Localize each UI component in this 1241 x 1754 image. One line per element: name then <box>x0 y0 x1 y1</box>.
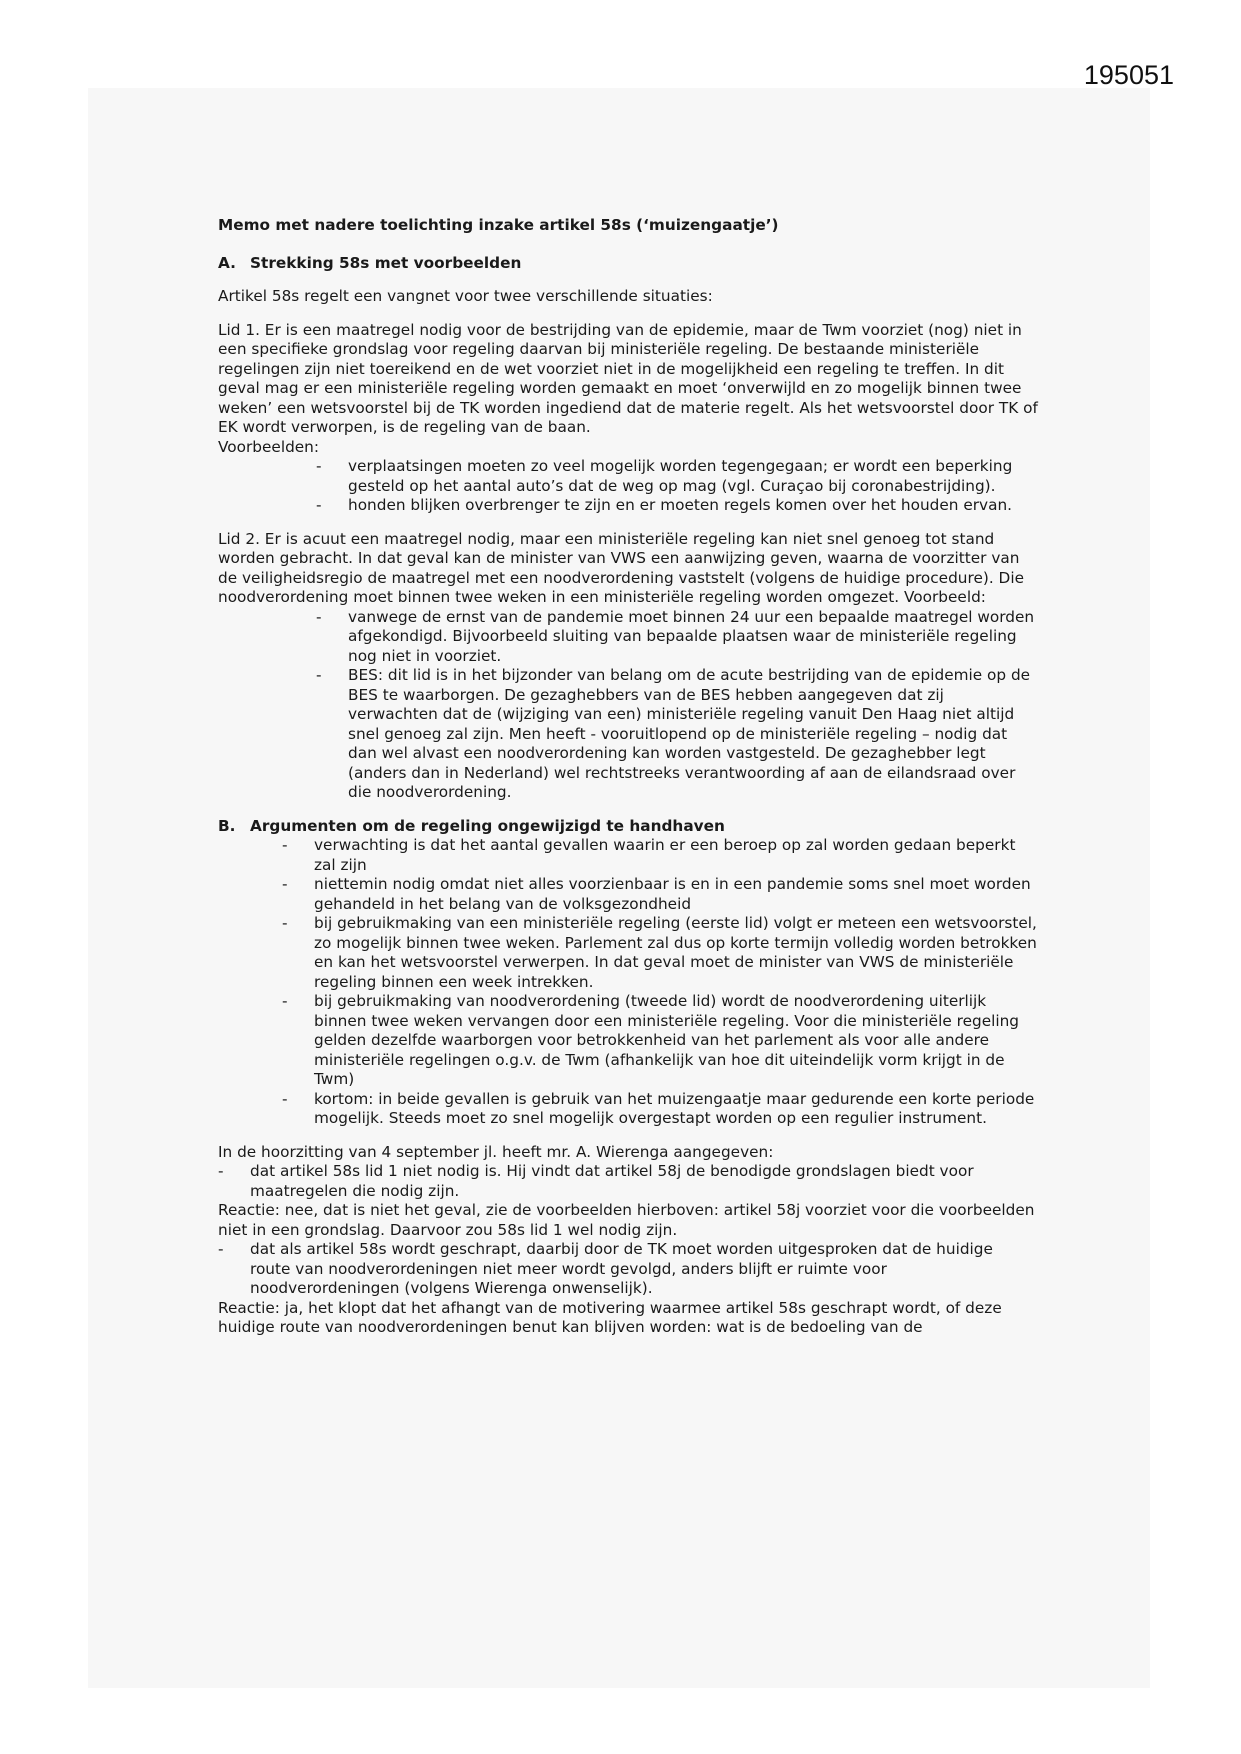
list-item <box>282 875 1038 914</box>
memo-title: Memo met nadere toelichting inzake artikel 58s (‘muizengaatje’) <box>218 216 779 234</box>
spacer <box>218 1129 1038 1143</box>
list-item <box>282 914 1038 992</box>
hearing-intro: In de hoorzitting van 4 september jl. heeft mr. A. Wierenga aangegeven: <box>218 1142 774 1161</box>
dash-bullet: - <box>282 875 288 893</box>
list-item-text: BES: dit lid is in het bijzonder van belang om de acute bestrijding van de epidemie op de BES te waarborgen. De gezaghebbers van de BES hebben aangegeven dat zij verwachten dat de (wijziging van een) ministeriële regeling vanuit Den Haag niet altijd snel genoeg zal zijn. Men heeft - vooruitlopend op de ministeriële regeling – nodig dat dan wel alvast een noodverordening kan worden vastgesteld. De gezaghebber legt (anders dan in Nederland) wel rechtstreeks verantwoording af aan de eilandsraad over die noodverordening. <box>348 666 1031 801</box>
list-item <box>218 1162 1038 1201</box>
dash-bullet: - <box>316 607 322 626</box>
section-a-intro: Artikel 58s regelt een vangnet voor twee verschillende situaties: <box>218 287 713 305</box>
list-item-text: bij gebruikmaking van een ministeriële regeling (eerste lid) volgt er meteen een wetsvoorstel, zo mogelijk binnen twee weken. Parlement zal dus op korte termijn volledig worden betrokken en kan het wetsvoorstel verwerpen. In dat geval moet de minister van VWS de ministeriële regeling binnen een week intrekken. <box>314 914 1037 991</box>
list-item-text: dat als artikel 58s wordt geschrapt, daarbij door de TK moet worden uitgesproken dat de huidige route van noodverordeningen niet meer wordt gevolgd, anders blijft er ruimte voor noodverordeningen (volgens Wierenga onwenselijk). <box>250 1240 993 1297</box>
dash-bullet: - <box>282 914 288 932</box>
lid2-paragraph: Lid 2. Er is acuut een maatregel nodig, maar een ministeriële regeling kan niet snel genoeg tot stand worden gebracht. In dat geval kan de minister van VWS een aanwijzing geven, waarna de voorzitter van de veiligheidsregio de maatregel met een noodverordening vaststelt (volgens de huidige procedure). Die noodverordening moet binnen twee weken in een ministeriële regeling worden omgezet. Voorbeeld: <box>218 529 1024 606</box>
list-item <box>282 1090 1038 1129</box>
memo-body <box>218 216 1038 1338</box>
list-item <box>282 992 1038 1090</box>
hearing-point-2 <box>218 1240 1038 1299</box>
section-b-letter: B. <box>218 816 236 835</box>
lid2-examples-list <box>218 608 1038 803</box>
lid1-paragraph: Lid 1. Er is een maatregel nodig voor de bestrijding van de epidemie, maar de Twm voorziet (nog) niet in een specifieke grondslag voor regeling daarvan bij ministeriële regeling. De bestaande ministeriële regelingen zijn niet toereikend en de wet voorziet niet in de mogelijkheid een regeling te treffen. In dit geval mag er een ministeriële regeling worden gemaakt en moet ‘onverwijld en zo mogelijk binnen twee weken’ een wetsvoorstel bij de TK worden ingediend dat de materie regelt. Als het wetsvoorstel door TK of EK wordt verworpen, is de regeling van de baan. <box>218 320 1038 436</box>
list-item <box>316 608 1038 667</box>
list-item <box>316 457 1038 496</box>
list-item <box>316 666 1038 803</box>
spacer <box>218 516 1038 530</box>
dash-bullet: - <box>282 836 288 854</box>
list-item-text: honden blijken overbrenger te zijn en er moeten regels komen over het houden ervan. <box>348 496 1013 514</box>
list-item-text: bij gebruikmaking van noodverordening (tweede lid) wordt de noodverordening uiterlijk binnen twee weken vervangen door een ministeriële regeling. Voor die ministeriële regeling gelden dezelfde waarborgen voor betrokkenheid van het parlement als voor alle andere ministeriële regelingen o.g.v. de Twm (afhankelijk van hoe dit uiteindelijk vorm krijgt in de Twm) <box>314 992 1020 1088</box>
dash-bullet: - <box>282 1089 288 1108</box>
list-item <box>218 1240 1038 1299</box>
document-number: 195051 <box>1083 60 1174 90</box>
list-item <box>282 836 1038 875</box>
dash-bullet: - <box>316 496 322 514</box>
section-b-heading <box>218 817 1038 837</box>
section-a-heading <box>218 254 1038 274</box>
list-item-text: verplaatsingen moeten zo veel mogelijk worden tegengegaan; er wordt een beperking gesteld op het aantal auto’s dat de weg op mag (vgl. Curaçao bij coronabestrijding). <box>348 457 1013 495</box>
hearing-reaction-2: Reactie: ja, het klopt dat het afhangt van de motivering waarmee artikel 58s geschrapt wordt, of deze huidige route van noodverordeningen benut kan blijven worden: wat is de bedoeling van de <box>218 1298 1002 1336</box>
list-item-text: dat artikel 58s lid 1 niet nodig is. Hij vindt dat artikel 58j de benodigde grondslagen biedt voor maatregelen die nodig zijn. <box>250 1162 974 1200</box>
dash-bullet: - <box>218 1240 224 1258</box>
dash-bullet: - <box>316 666 322 684</box>
dash-bullet: - <box>316 457 322 475</box>
list-item-text: vanwege de ernst van de pandemie moet binnen 24 uur een bepaalde maatregel worden afgekondigd. Bijvoorbeeld sluiting van bepaalde plaatsen waar de ministeriële regeling nog niet in voorziet. <box>348 607 1035 665</box>
list-item-text: kortom: in beide gevallen is gebruik van het muizengaatje maar gedurende een korte periode mogelijk. Steeds moet zo snel mogelijk overgestapt worden op een regulier instrument. <box>314 1089 1035 1127</box>
hearing-point-1 <box>218 1162 1038 1201</box>
spacer <box>218 803 1038 817</box>
lid1-examples-list <box>218 457 1038 516</box>
dash-bullet: - <box>218 1162 224 1180</box>
hearing-reaction-1: Reactie: nee, dat is niet het geval, zie de voorbeelden hierboven: artikel 58j voorziet voor die voorbeelden niet in een grondslag. Daarvoor zou 58s lid 1 wel nodig zijn. <box>218 1201 1035 1239</box>
section-a-letter: A. <box>218 253 236 272</box>
section-b-list <box>218 836 1038 1129</box>
list-item-text: verwachting is dat het aantal gevallen waarin er een beroep op zal worden gedaan beperkt zal zijn <box>314 836 1016 874</box>
list-item <box>316 496 1038 516</box>
lid1-examples-label: Voorbeelden: <box>218 437 320 456</box>
dash-bullet: - <box>282 992 288 1010</box>
list-item-text: niettemin nodig omdat niet alles voorzienbaar is en in een pandemie soms snel moet worden gehandeld in het belang van de volksgezondheid <box>314 875 1031 913</box>
section-b-title: Argumenten om de regeling ongewijzigd te handhaven <box>250 816 725 835</box>
section-a-title: Strekking 58s met voorbeelden <box>250 253 522 272</box>
